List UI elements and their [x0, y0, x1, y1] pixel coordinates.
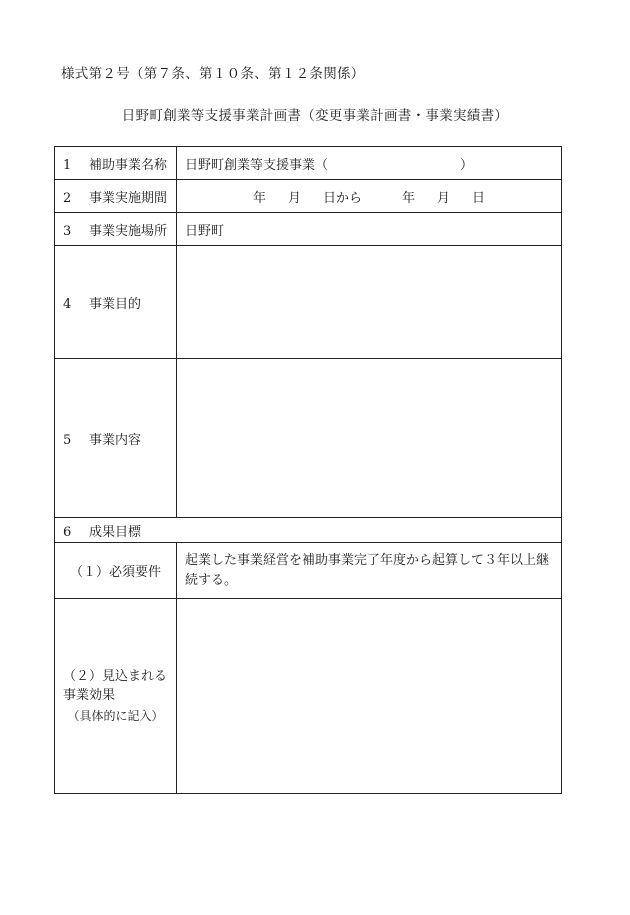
row-number: 5	[63, 432, 72, 448]
requirement-text: 起業した事業経営を補助事業完了年度から起算して３年以上継続する。	[177, 543, 562, 599]
row-number: 2	[63, 190, 72, 206]
expected-effect-note: （具体的に記入）	[67, 708, 164, 723]
row-expected-effect	[55, 599, 562, 794]
expected-effect-field[interactable]	[177, 599, 562, 794]
period-start-month: 月	[287, 190, 301, 206]
row-requirement	[55, 543, 562, 599]
location-label-cell	[55, 213, 177, 246]
goals-heading: 成果目標	[89, 524, 142, 540]
content-label: 事業内容	[89, 432, 142, 448]
document-title: 日野町創業等支援事業計画書（変更事業計画書・事業実績書）	[121, 108, 509, 124]
period-label: 事業実施期間	[89, 190, 168, 206]
row-business-name	[55, 147, 562, 180]
period-end-day: 日	[472, 190, 486, 206]
business-name-label: 補助事業名称	[89, 157, 168, 173]
row-location	[55, 213, 562, 246]
business-name-label-cell	[55, 147, 177, 180]
business-name-suffix: ）	[460, 157, 474, 173]
goals-heading-cell	[55, 518, 562, 543]
row-number: 3	[63, 223, 72, 239]
location-label: 事業実施場所	[89, 223, 168, 239]
purpose-field[interactable]	[177, 246, 562, 359]
row-number: 6	[63, 524, 72, 540]
content-field[interactable]	[177, 359, 562, 518]
period-end-month: 月	[437, 190, 451, 206]
business-name-field[interactable]	[177, 147, 562, 180]
expected-effect-label-line1: （２）見込まれる	[63, 668, 168, 684]
row-goals	[55, 518, 562, 543]
content-label-cell	[55, 359, 177, 518]
location-field[interactable]: 日野町	[177, 213, 562, 246]
period-end-year: 年	[402, 190, 416, 206]
purpose-label: 事業目的	[89, 296, 142, 312]
purpose-label-cell	[55, 246, 177, 359]
row-number: 1	[63, 157, 72, 173]
row-period	[55, 180, 562, 213]
row-content	[55, 359, 562, 518]
expected-effect-label-line2: 事業効果	[63, 687, 116, 703]
expected-effect-label-cell	[55, 599, 177, 794]
period-start-year: 年	[252, 190, 266, 206]
form-number: 様式第２号（第７条、第１０条、第１２条関係）	[61, 66, 365, 82]
period-field[interactable]	[177, 180, 562, 213]
period-start-day: 日から	[322, 190, 362, 206]
business-name-prefix: 日野町創業等支援事業（	[185, 157, 329, 173]
period-label-cell	[55, 180, 177, 213]
plan-form-table	[54, 146, 562, 794]
requirement-label: （１）必須要件	[55, 543, 177, 599]
row-purpose	[55, 246, 562, 359]
row-number: 4	[63, 296, 72, 312]
